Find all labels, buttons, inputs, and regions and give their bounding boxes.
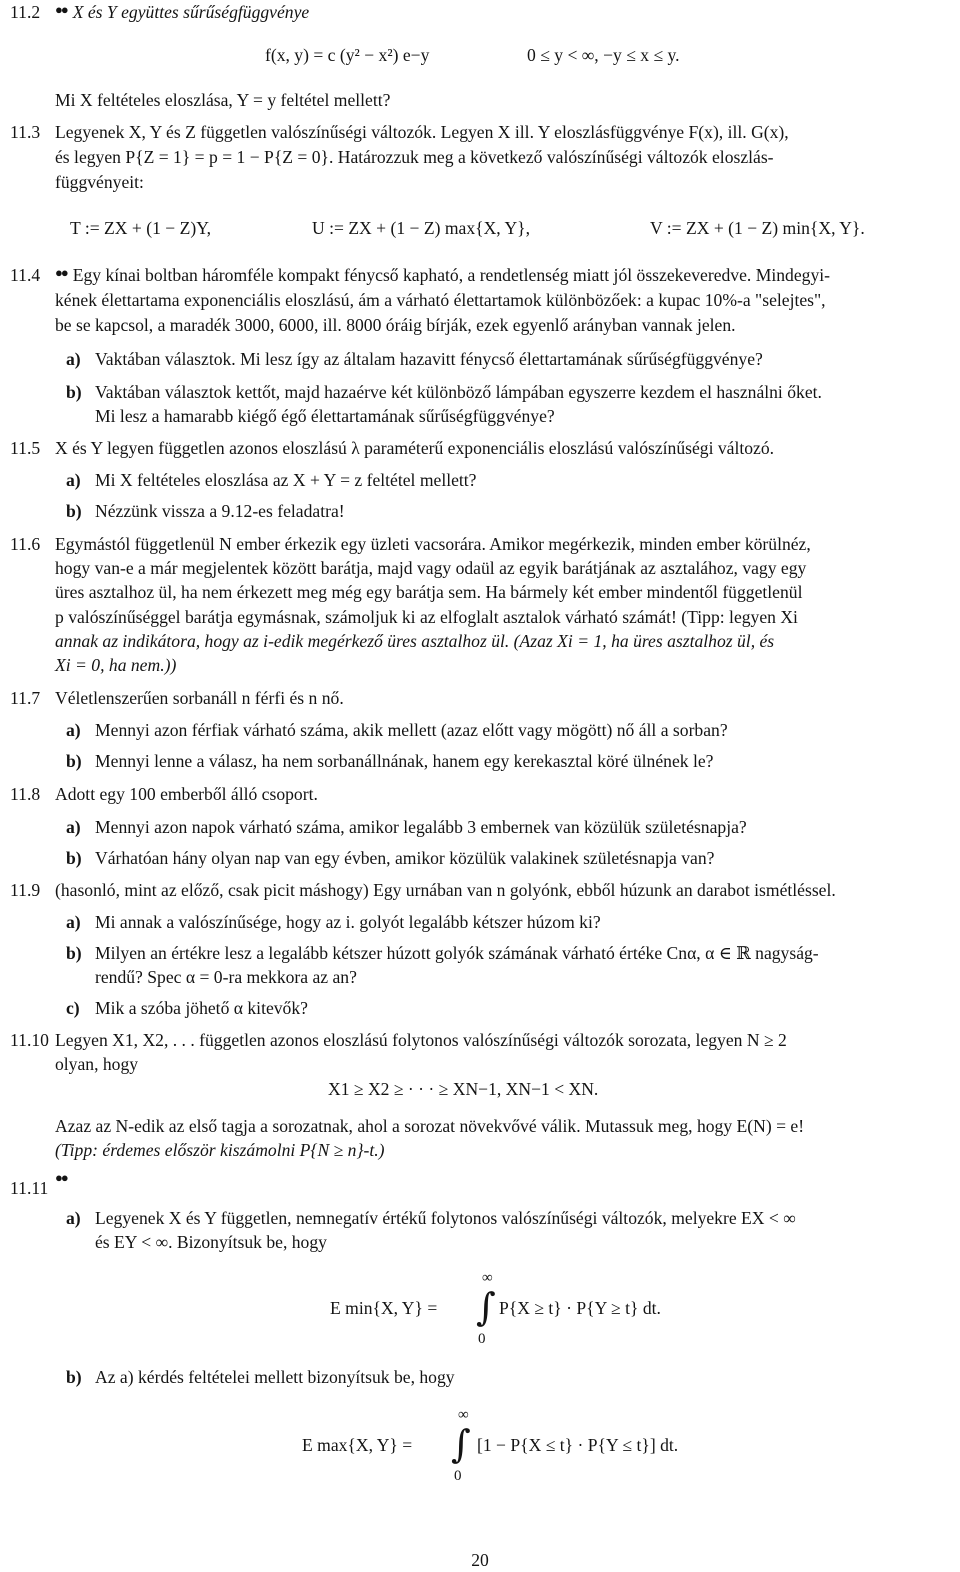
subpart-text: Mennyi azon napok várható száma, amikor legalább 3 embernek van közülük születésnapja?: [95, 817, 747, 837]
problem-number: 11.3: [10, 122, 41, 142]
page-number: 20: [471, 1550, 489, 1570]
problem-text-line: (hasonló, mint az előző, csak picit máshogy) Egy urnában van n golyónk, ebből húzunk an darabot ismétléssel.: [55, 880, 836, 900]
problem-text-line: be se kapcsol, a maradék 3000, 6000, ill. 8000 óráig bírják, ezek egyenlő arányban vannak jelen.: [55, 315, 736, 335]
equation-t: T := ZX + (1 − Z)Y,: [70, 218, 212, 238]
problem-number: 11.5: [10, 438, 41, 458]
subpart-text: rendű? Spec α = 0-ra mekkora az an?: [95, 967, 357, 987]
min-equation-rhs: P{X ≥ t} · P{Y ≥ t} dt.: [499, 1298, 661, 1318]
subpart-label: b): [66, 943, 82, 963]
problem-text-line: üres asztalhoz ül, ha nem érkezett meg még egy barátja sem. Ha bármely két ember mindentől függetlenül: [55, 582, 803, 602]
subpart-text: Mik a szóba jöhető α kitevők?: [95, 998, 308, 1018]
problem-text-line: Adott egy 100 emberből álló csoport.: [55, 784, 318, 804]
subpart-label: a): [66, 1208, 81, 1228]
problem-text-line: kének élettartama exponenciális eloszlású, ám a várható élettartamok különbözőek: a kupac 10%-a "selejtes",: [55, 290, 826, 310]
max-equation-lhs: E max{X, Y} =: [302, 1435, 413, 1455]
subpart-label: a): [66, 817, 81, 837]
equation-u: U := ZX + (1 − Z) max{X, Y},: [312, 218, 530, 238]
subpart-label: b): [66, 848, 82, 868]
problem-text-line: Véletlenszerűen sorbanáll n férfi és n nő.: [55, 688, 344, 708]
subpart-text: Legyenek X és Y független, nemnegatív értékű folytonos valószínűségi változók, melyekre EX < ∞: [95, 1208, 796, 1228]
problem-text-line: Legyen X1, X2, . . . független azonos eloszlású folytonos valószínűségi változók sorozata, legyen N ≥ 2: [55, 1030, 787, 1050]
subpart-text: Mi annak a valószínűsége, hogy az i. golyót legalább kétszer húzom ki?: [95, 912, 601, 932]
problem-number: 11.6: [10, 534, 41, 554]
min-equation-lhs: E min{X, Y} =: [330, 1298, 438, 1318]
subpart-label: a): [66, 912, 81, 932]
ordering-equation: X1 ≥ X2 ≥ · · · ≥ XN−1, XN−1 < XN.: [328, 1079, 599, 1099]
problem-number: 11.9: [10, 880, 41, 900]
problem-text-line: X és Y legyen független azonos eloszlású λ paraméterű exponenciális eloszlású valószínűségi változó.: [55, 438, 775, 458]
subpart-label: b): [66, 501, 82, 521]
problem-title: [55, 0, 309, 26]
problem-text-line: p valószínűséggel barátja egymásnak, számoljuk ki az elfoglalt asztalok várható számát! (Tipp: legyen Xi: [55, 607, 798, 627]
problem-number: 11.2: [10, 2, 41, 22]
subpart-label: a): [66, 470, 81, 490]
subpart-label: a): [66, 720, 81, 740]
problem-text-line: Xi = 0, ha nem.)): [55, 655, 177, 675]
difficulty-marker: [55, 1168, 73, 1194]
subpart-text: Az a) kérdés feltételei mellett bizonyítsuk be, hogy: [95, 1367, 455, 1387]
problem-text-line: hogy van-e a már megjelentek között barátja, majd vagy odaül az egyik barátjának az asztalához, vagy egy: [55, 558, 807, 578]
difficulty-dots-icon: ●●: [55, 265, 67, 280]
integral-sign-icon: ∫: [451, 1422, 471, 1466]
subpart-text: Milyen an értékre lesz a legalább kétszer húzott golyók számának várható értéke Cnα, α ∈ ℝ nagyság-: [95, 943, 819, 963]
subpart-text: Mi lesz a hamarabb kiégő égő élettartamának sűrűségfüggvénye?: [95, 406, 555, 426]
problem-text-line: és legyen P{Z = 1} = p = 1 − P{Z = 0}. Határozzuk meg a következő valószínűségi változók eloszlás-: [55, 147, 774, 167]
subpart-text: Mennyi lenne a válasz, ha nem sorbanállnának, hanem egy kerekasztal köré ülnének le?: [95, 751, 714, 771]
density-domain: 0 ≤ y < ∞, −y ≤ x ≤ y.: [527, 45, 680, 65]
problem-text-line: függvényeit:: [55, 172, 144, 192]
integral-lower-limit: 0: [478, 1331, 486, 1347]
subpart-text: Nézzünk vissza a 9.12-es feladatra!: [95, 501, 345, 521]
subpart-text: Mi X feltételes eloszlása az X + Y = z feltétel mellett?: [95, 470, 477, 490]
integral-upper-limit: ∞: [458, 1407, 469, 1423]
problem-text-line: Egymástól függetlenül N ember érkezik egy üzleti vacsorára. Amikor megérkezik, minden ember körülnéz,: [55, 534, 811, 554]
subpart-text: Vaktában választok kettőt, majd hazaérve két különböző lámpában egyszerre kezdem el használni őket.: [95, 382, 822, 402]
problem-text-first: Egy kínai boltban háromféle kompakt fénycső kapható, a rendetlenség miatt jól összekeveredve. Mindegyi-: [72, 265, 830, 285]
subpart-text: Vaktában választok. Mi lesz így az általam hazavitt fénycső élettartamának sűrűségfüggvénye?: [95, 349, 763, 369]
equation-v: V := ZX + (1 − Z) min{X, Y}.: [650, 218, 865, 238]
subpart-label: a): [66, 349, 81, 369]
integral-sign-icon: ∫: [476, 1285, 496, 1329]
integral-lower-limit: 0: [454, 1468, 462, 1484]
problem-text-line: Azaz az N-edik az első tagja a sorozatnak, ahol a sorozat növekvővé válik. Mutassuk meg, hogy E(N) = e!: [55, 1116, 805, 1136]
problem-title-text: X és Y együttes sűrűségfüggvénye: [72, 2, 310, 22]
subpart-label: b): [66, 1367, 82, 1387]
problem-number: 11.10: [10, 1030, 49, 1050]
density-formula: f(x, y) = c (y² − x²) e−y: [265, 45, 430, 65]
problem-question: Mi X feltételes eloszlása, Y = y feltétel mellett?: [55, 90, 391, 110]
subpart-text: és EY < ∞. Bizonyítsuk be, hogy: [95, 1232, 327, 1252]
integral-upper-limit: ∞: [482, 1270, 493, 1286]
problem-number: 11.7: [10, 688, 41, 708]
max-equation-rhs: [1 − P{X ≤ t} · P{Y ≤ t}] dt.: [477, 1435, 679, 1455]
difficulty-dots-icon: ●●: [55, 2, 67, 17]
subpart-text: Várhatóan hány olyan nap van egy évben, amikor közülük valakinek születésnapja van?: [95, 848, 715, 868]
subpart-label: c): [66, 998, 80, 1018]
difficulty-dots-icon: ●●: [55, 1170, 67, 1185]
problem-text-line: olyan, hogy: [55, 1054, 139, 1074]
problem-text-line: annak az indikátora, hogy az i-edik megérkező üres asztalhoz ül. (Azaz Xi = 1, ha üres asztalhoz ül, és: [55, 631, 775, 651]
problem-text-line: (Tipp: érdemes először kiszámolni P{N ≥ n}-t.): [55, 1140, 385, 1160]
problem-number: 11.8: [10, 784, 41, 804]
problem-text-line: [55, 263, 830, 289]
problem-number: 11.4: [10, 265, 41, 285]
subpart-text: Mennyi azon férfiak várható száma, akik mellett (azaz előtt vagy mögött) nő áll a sorban?: [95, 720, 728, 740]
subpart-label: b): [66, 382, 82, 402]
subpart-label: b): [66, 751, 82, 771]
problem-text-line: Legyenek X, Y és Z független valószínűségi változók. Legyen X ill. Y eloszlásfüggvénye F(x), ill. G(x),: [55, 122, 789, 142]
problem-number: 11.11: [10, 1178, 49, 1198]
